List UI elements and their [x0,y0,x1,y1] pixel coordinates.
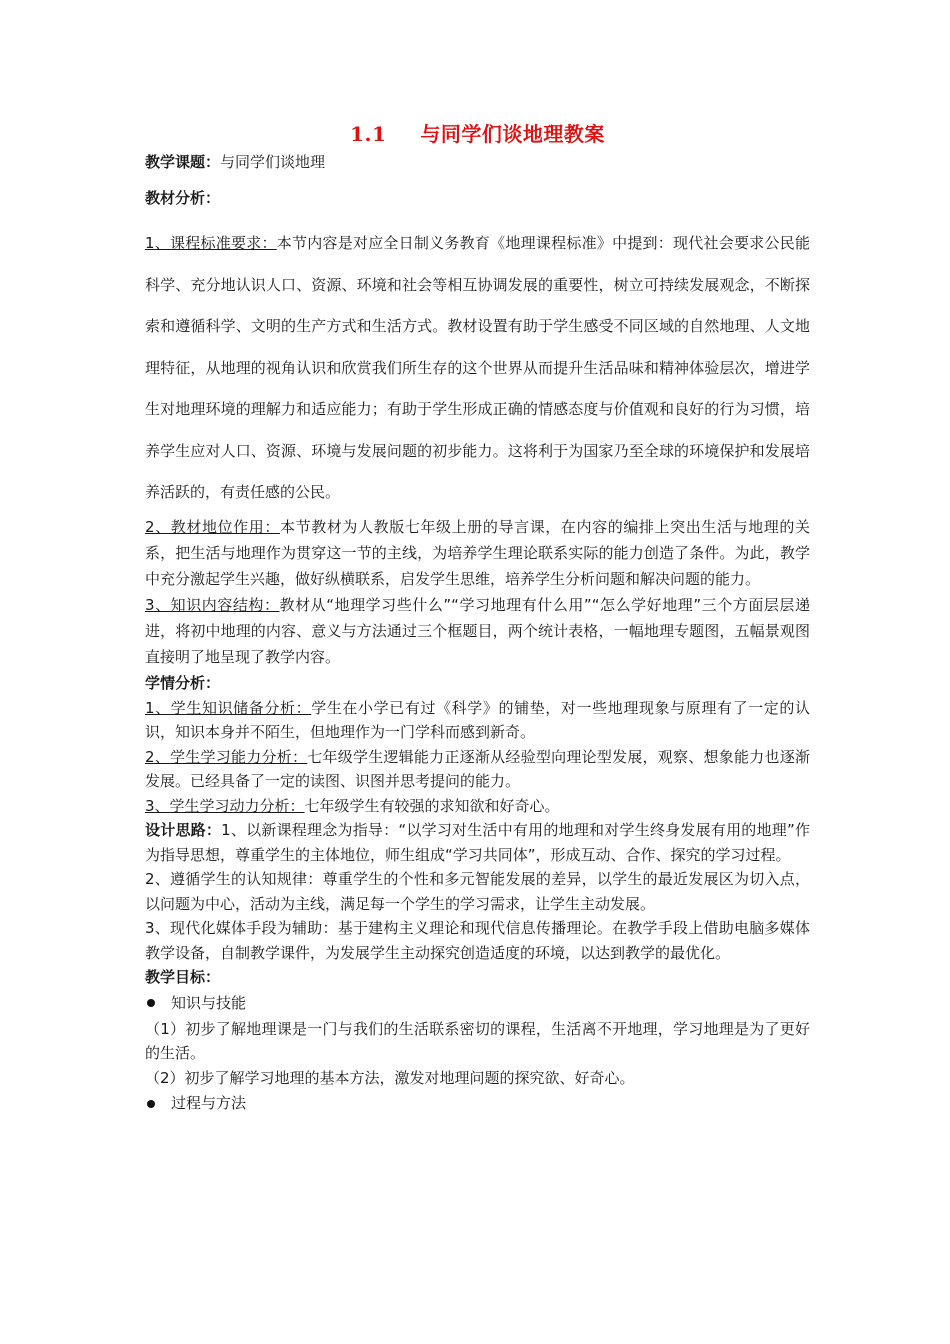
material-analysis-heading: 教材分析： [145,189,221,207]
material-p2-text: 本节教材为人教版七年级上册的导言课，在内容的编排上突出生活与地理的关系，把生活与地理作为贯穿这一节的主线，为培养学生理论联系实际的能力创造了条件。为此，教学中充分激起学生兴趣，做好纵横联系，启发学生思维，培养学生分析问题和解决问题的能力。 [145,517,810,588]
goals-bullet1-text: 知识与技能 [171,993,247,1012]
material-p3-text: 教材从“地理学习些什么”“学习地理有什么用”“怎么学好地理”三个方面层层递进，将初中地理的内容、意义与方法通过三个框题目，两个统计表格，一幅地理专题图，五幅景观图直接明了地呈现了教学内容。 [145,595,810,666]
title-number: 1.1 [350,122,387,146]
student-p3 [145,794,810,819]
student-p1-label: 1、学生知识储备分析： [145,698,312,717]
goals-bullet-process [145,1090,810,1117]
material-p2-label: 2、教材地位作用： [145,517,280,536]
topic-value: 与同学们谈地理 [220,153,326,171]
material-p3-label: 3、知识内容结构： [145,595,280,614]
goals-bullet-knowledge [145,990,810,1017]
material-p3 [145,592,810,670]
design-p1 [145,818,810,867]
student-p3-text: 七年级学生有较强的求知欲和好奇心。 [304,796,560,815]
design-label: 设计思路： [145,821,222,839]
goals-item-2: （2）初步了解学习地理的基本方法，激发对地理问题的探究欲、好奇心。 [145,1068,635,1087]
student-analysis-heading: 学情分析： [145,673,221,692]
student-p2-text: 七年级学生逻辑能力正逐渐从经验型向理论型发展，观察、想象能力也逐渐发展。已经具备了一定的读图、识图并思考提问的能力。 [145,747,810,790]
bullet-dot-icon [147,999,155,1007]
goals-bullet2-text: 过程与方法 [171,1094,247,1112]
student-p2 [145,745,810,794]
topic-label: 教学课题： [145,153,221,171]
student-p3-label: 3、学生学习动力分析： [145,796,305,815]
page-title [145,118,810,147]
student-p1-text: 学生在小学已有过《科学》的铺垫，对一些地理现象与原理有了一定的认识，知识本身并不陌生，但地理作为一门学科而感到新奇。 [145,698,810,741]
design-p3: 3、现代化媒体手段为辅助：基于建构主义理论和现代信息传播理论。在教学手段上借助电脑多媒体教学设备，自制教学课件，为发展学生主动探究创造适度的环境，以达到教学的最优化。 [145,919,810,962]
goals-heading: 教学目标： [145,968,221,986]
bullet-dot-icon [147,1100,155,1108]
student-p2-label: 2、学生学习能力分析： [145,747,308,766]
goals-item-1: （1）初步了解地理课是一门与我们的生活联系密切的课程，生活离不开地理，学习地理是为了更好的生活。 [145,1019,810,1062]
design-p2: 2、遵循学生的认知规律：尊重学生的个性和多元智能发展的差异，以学生的最近发展区为切入点，以问题为中心，活动为主线，满足每一个学生的学习需求，让学生主动发展。 [145,870,810,913]
student-p1 [145,696,810,745]
material-p2 [145,514,810,592]
title-text: 与同学们谈地理教案 [420,122,605,146]
document-page [145,118,810,1117]
topic-line [145,151,810,174]
material-p1 [145,223,810,514]
material-p1-text: 本节内容是对应全日制义务教育《地理课程标准》中提到：现代社会要求公民能科学、充分地认识人口、资源、环境和社会等相互协调发展的重要性，树立可持续发展观念，不断探索和遵循科学、文明的生产方式和生活方式。教材设置有助于学生感受不同区域的自然地理、人文地理特征，从地理的视角认识和欣赏我们所生存的这个世界从而提升生活品味和精神体验层次，增进学生对地理环境的理解力和适应能力；有助于学生形成正确的情感态度与价值观和良好的行为习惯，培养学生应对人口、资源、环境与发展问题的初步能力。这将利于为国家乃至全球的环境保护和发展培养活跃的，有责任感的公民。 [145,234,810,501]
material-p1-label: 1、课程标准要求： [145,234,277,252]
design-p1-text: 1、以新课程理念为指导：“以学习对生活中有用的地理和对学生终身发展有用的地理”作为指导思想，尊重学生的主体地位，师生组成“学习共同体”，形成互动、合作、探究的学习过程。 [145,821,810,864]
